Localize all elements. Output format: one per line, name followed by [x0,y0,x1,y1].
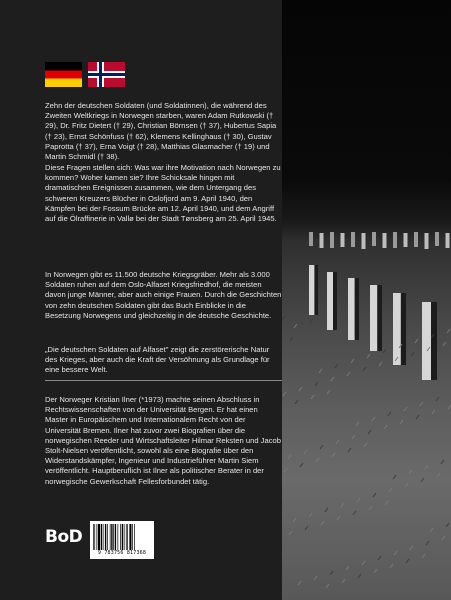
grave-post [348,278,355,340]
grass-stroke [357,498,360,502]
grass-stroke [295,400,298,404]
distant-grave-post [320,233,324,248]
barcode-bar [105,524,106,550]
isbn-barcode [90,521,154,559]
grass-stroke [409,470,412,474]
barcode-bar [124,524,125,550]
grass-stroke [346,566,349,570]
grave-post-shadow [400,293,406,365]
barcode-bar [132,524,133,550]
distant-grave-post [362,233,366,249]
grass-stroke [356,422,359,426]
isbn-number: 9 783756 817368 [97,550,147,556]
grass-stroke [304,450,307,454]
grave-post-shadow [333,272,338,330]
grass-stroke [379,362,382,366]
grave-post [422,302,431,380]
blurb-paragraph-quote: „Die deutschen Soldaten auf Alfaset" zeigt die zerstörerische Natur des Krieges, aber auch die Kraft der Versöhnung als Grundlage für eine bessere Welt. [45,345,270,375]
barcode-bar [107,524,108,550]
barcode-bars [93,524,151,550]
grass-stroke [421,478,424,482]
grass-stroke [432,410,435,414]
grass-stroke [358,574,361,578]
grass-stroke [420,402,423,406]
grass-stroke [352,435,355,439]
cemetery-gravestones-image [282,0,451,600]
blurb-paragraph-questions: Diese Fragen stellen sich: Was war ihre Motivation nach Norwegen zu kommen? Woher kamen sie? Ihre Schicksale hingen mit dramatischen Ereignissen zusammen, wie dem Untergang des schweren Kreuzers Blücher in Oslofjord am 9. April 1940, den Kämpfen bei der Fossum Brücke am 12. April 1940, und dem Angriff auf die Ölraffinerie in Vallø bei der Stadt Tønsberg am 25. April 1945. [45,163,281,224]
grass-stroke [436,397,439,401]
grass-stroke [321,521,324,525]
grass-stroke [372,417,375,421]
grass-stroke [311,395,314,399]
grass-stroke [309,513,312,517]
grass-stroke [330,571,333,575]
author-bio: Der Norweger Kristian Ilner (*1973) machte seinen Abschluss in Rechtswissenschaften von der Universität Bergen. Er hat einen Master in Europäischem und Internationalem Recht von der Universität Bremen. Ilner hat zuvor zwei Biografien über die norwegischen Reeder und Wirtschaftsleiter Hilmar Reksten und Jacob Stolt-Nielsen veröffentlicht, sowohl als eine Biografie über den Widerstandskämpfer, Ingenieur und Industrieführer Martin Siem veröffentlicht. Hauptberuflich ist Ilner als politischer Berater in der norwegische Gewerkschaft Fellesforbundet tätig. [45,395,281,486]
barcode-bar [115,524,116,550]
grass-stroke [332,453,335,457]
grass-stroke [314,576,317,580]
blurb-paragraph-war-graves: In Norwegen gibt es 11.500 deutsche Kriegsgräber. Mehr als 3.000 Soldaten ruhen auf dem Oslo-Alfaset Kriegsfriedhof, die meisten davon junge Männer, aber auch einige Frauen. Durch die Geschichten von zehn deutschen Soldaten gibt das Buch Einblicke in die Besetzung Norwegens und gleichzeitig in die deutsche Geschichte. [45,270,282,320]
grass-stroke [299,387,302,391]
distant-grave-post [341,233,345,247]
grass-stroke [310,319,313,323]
grass-stroke [316,458,319,462]
barcode-bar [97,524,98,550]
barcode-bar [126,524,127,550]
germany-flag-icon [45,62,82,87]
grass-stroke [282,316,285,320]
grass-stroke [378,556,381,560]
grass-stroke [327,390,330,394]
grave-post-shadow [314,265,318,315]
blurb-paragraph-soldiers: Zehn der deutschen Soldaten (und Soldatinnen), die während des Zweiten Weltkriegs in Norwegen starben, waren Adam Rutkowski († 29), Dr. Fritz Dietert († 29), Christian Börnsen († 37), Hubertus Sapia († 23), Ernst Schönfuss († 62), Klemens Kellinghaus († 30), Gustav Paprotta († 37), Erna Voigt († 28), Matthias Glasmacher († 19) und Martin Schmidl († 38). [45,101,277,162]
grass-stroke [430,528,433,532]
distant-grave-post [446,233,450,248]
grass-stroke [331,377,334,381]
barcode-bar [101,524,102,550]
distant-grave-post [383,233,387,248]
publisher-logo: BoD [45,527,83,547]
grass-stroke [348,448,351,452]
grass-stroke [422,554,425,558]
grass-stroke [390,564,393,568]
grass-stroke [415,339,418,343]
grass-stroke [394,551,397,555]
barcode-bar [118,524,119,550]
grave-post-shadow [377,285,382,351]
grass-stroke [369,506,372,510]
grass-stroke [288,455,291,459]
grass-stroke [347,372,350,376]
distant-grave-post [435,232,439,246]
grass-stroke [411,352,414,356]
grass-stroke [368,430,371,434]
grass-stroke [374,569,377,573]
barcode-bar [120,524,121,550]
grass-stroke [400,420,403,424]
grass-stroke [298,581,301,585]
barcode-bar [111,524,112,550]
grave-post-shadow [354,278,359,340]
grass-stroke [364,443,367,447]
distant-grave-post [414,232,418,247]
grave-post [393,293,401,365]
barcode-bar [98,524,100,550]
distant-grave-post [309,232,313,246]
grass-stroke [353,511,356,515]
grave-post-shadow [430,302,437,380]
grass-stroke [289,531,292,535]
grass-stroke [388,412,391,416]
grass-stroke [325,508,328,512]
grass-stroke [342,579,345,583]
grass-stroke [373,493,376,497]
grass-stroke [446,523,449,527]
barcode-bar [113,524,114,550]
cemetery-photo [282,0,451,600]
grass-stroke [319,369,322,373]
distant-grave-post [330,232,334,248]
grass-stroke [300,463,303,467]
grass-stroke [336,440,339,444]
grass-stroke [363,367,366,371]
grass-stroke [290,337,293,341]
section-divider [45,380,282,381]
grass-stroke [442,536,445,540]
grass-stroke [305,526,308,530]
grass-stroke [383,349,386,353]
barcode-bar [93,524,94,550]
distant-grave-post [425,233,429,249]
grass-stroke [326,584,329,588]
grave-post [327,272,333,330]
barcode-bar [129,524,131,550]
distant-grave-post [351,232,355,247]
barcode-bar [94,524,95,550]
barcode-bar [127,524,128,550]
grass-stroke [284,468,287,472]
grass-stroke [385,501,388,505]
grass-stroke [351,359,354,363]
barcode-bar [103,524,104,550]
grass-stroke [447,329,450,333]
grass-stroke [384,425,387,429]
grass-stroke [393,475,396,479]
grave-post [309,265,314,315]
grass-stroke [337,516,340,520]
grass-stroke [389,488,392,492]
norway-flag-icon [88,62,125,87]
grass-stroke [410,546,413,550]
grass-stroke [426,541,429,545]
grass-stroke [416,415,419,419]
grass-stroke [406,559,409,563]
grass-stroke [443,342,446,346]
grass-stroke [404,407,407,411]
grave-post [370,285,377,351]
grass-stroke [341,503,344,507]
grass-stroke [315,382,318,386]
grass-stroke [425,465,428,469]
barcode-bar [110,524,111,550]
barcode-bar [122,524,123,550]
grass-stroke [405,483,408,487]
barcode-bar [134,524,135,550]
grass-stroke [362,561,365,565]
distant-grave-post [404,233,408,247]
grass-stroke [294,324,297,328]
grass-stroke [283,392,286,396]
grass-stroke [293,518,296,522]
grass-stroke [367,354,370,358]
grass-stroke [441,460,444,464]
distant-grave-post [372,232,376,246]
grass-stroke [335,364,338,368]
grass-stroke [437,473,440,477]
distant-grave-post [393,232,397,248]
grass-stroke [320,445,323,449]
